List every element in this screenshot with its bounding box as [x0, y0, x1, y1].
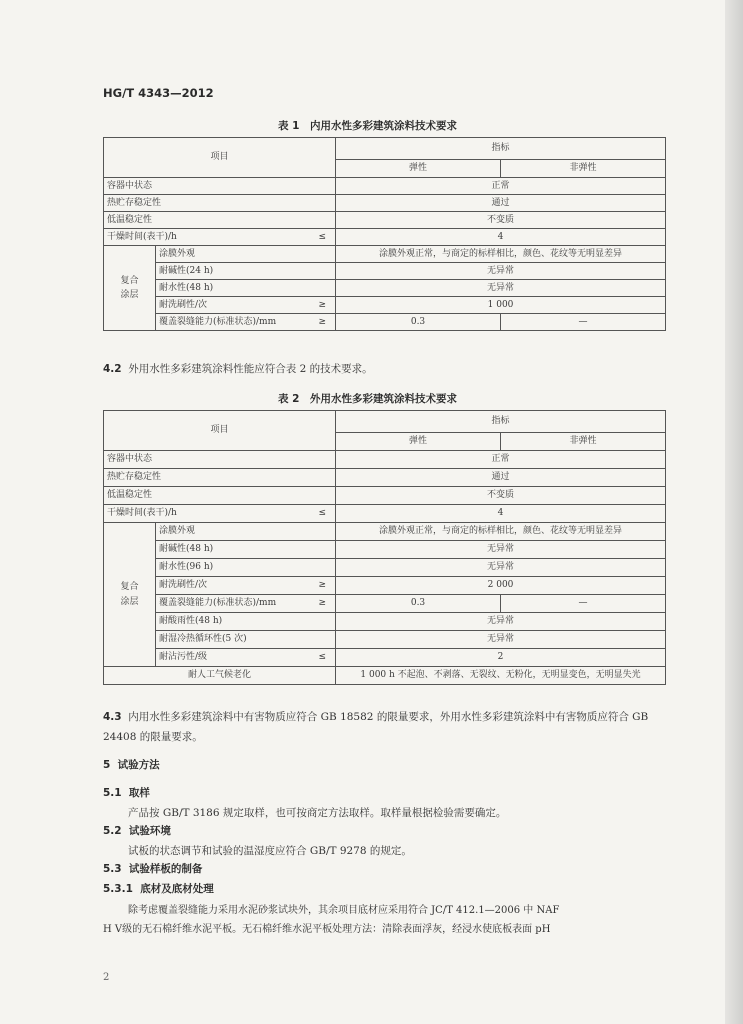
table2-row-value: 通过	[336, 469, 666, 487]
page-edge-shadow	[725, 0, 743, 1024]
section-number: 4.3	[103, 711, 122, 723]
table2-group-row-value: 2 000	[336, 577, 666, 595]
section-5-3-1-heading: 5.3.1 底材及底材处理	[103, 883, 214, 895]
table1-group-row-label-cell	[156, 297, 336, 314]
section-4-2	[103, 359, 668, 379]
section-number: 4.2	[103, 363, 122, 375]
table2-group-row-label-cell	[156, 649, 336, 667]
table2-row-value: 正常	[336, 451, 666, 469]
operator-symbol: ≤	[318, 231, 327, 242]
table1-group-row-label: 耐碱性(24 h)	[156, 263, 336, 280]
section-4-3	[103, 707, 668, 747]
section-5-1-heading: 5.1 取样	[103, 787, 150, 799]
table2-group-row-label: 涂膜外观	[156, 523, 336, 541]
table2-row-label: 热贮存稳定性	[104, 469, 336, 487]
table2-group-row-value: 涂膜外观正常，与商定的标样相比，颜色、花纹等无明显差异	[336, 523, 666, 541]
table2-last-row-value: 1 000 h 不起泡、不剥落、无裂纹、无粉化，无明显变色，无明显失光	[336, 667, 666, 685]
table1-row-label-cell	[104, 229, 336, 246]
table2-row-label: 容器中状态	[104, 451, 336, 469]
table2-row-label-cell	[104, 505, 336, 523]
table2	[103, 410, 666, 685]
table2-group-row-label: 耐酸雨性(48 h)	[156, 613, 336, 631]
table2-group-row-value: 2	[336, 649, 666, 667]
table1-group-row-label: 覆盖裂缝能力(标准状态)/mm	[159, 316, 277, 327]
section-text: 内用水性多彩建筑涂料中有害物质应符合 GB 18582 的限量要求，外用水性多彩建筑涂料中有害物质应符合 GB 24408 的限量要求。	[103, 711, 649, 743]
table1-group-row-value: 1 000	[336, 297, 666, 314]
table2-group-row-value: 无异常	[336, 559, 666, 577]
table2-group-row-label-cell	[156, 595, 336, 613]
table2-head-nonelastic: 非弹性	[501, 433, 666, 451]
table2-group-row-value: 无异常	[336, 541, 666, 559]
table1-group-row-label: 耐洗刷性/次	[159, 299, 208, 310]
table1-group-row-value: 涂膜外观正常，与商定的标样相比，颜色、花纹等无明显差异	[336, 246, 666, 263]
table2-group-row-label: 耐湿冷热循环性(5 次)	[156, 631, 336, 649]
table1-group-row-nonelastic: —	[501, 314, 666, 331]
table1-head-item: 项目	[104, 138, 336, 178]
table1-row-value: 不变质	[336, 212, 666, 229]
table2-row-label: 干燥时间(表干)/h	[107, 508, 177, 518]
table1-row-label: 低温稳定性	[104, 212, 336, 229]
table1-row-value: 正常	[336, 178, 666, 195]
section-5-1-body: 产品按 GB/T 3186 规定取样，也可按商定方法取样。取样量根据检验需要确定。	[128, 807, 507, 819]
operator-symbol: ≥	[318, 580, 327, 590]
section-text: 外用水性多彩建筑涂料性能应符合表 2 的技术要求。	[128, 363, 373, 375]
table1-group-row-label: 耐水性(48 h)	[156, 280, 336, 297]
section-5-heading: 5 试验方法	[103, 759, 160, 771]
table2-group-row-label: 覆盖裂缝能力(标准状态)/mm	[159, 598, 277, 608]
page-number: 2	[103, 972, 110, 983]
table2-row-label: 低温稳定性	[104, 487, 336, 505]
section-5-2-body: 试板的状态调节和试验的温湿度应符合 GB/T 9278 的规定。	[128, 845, 412, 857]
table2-group-row-value: 无异常	[336, 613, 666, 631]
table2-group-row-label-cell	[156, 577, 336, 595]
table2-group-row-elastic: 0.3	[336, 595, 501, 613]
operator-symbol: ≤	[318, 652, 327, 662]
operator-symbol: ≥	[318, 299, 327, 310]
table2-row-value: 4	[336, 505, 666, 523]
table1-head-nonelastic: 非弹性	[501, 160, 666, 178]
operator-symbol: ≥	[318, 316, 327, 327]
table1-head-elastic: 弹性	[336, 160, 501, 178]
table1-row-label: 热贮存稳定性	[104, 195, 336, 212]
standard-code: HG/T 4343—2012	[103, 86, 214, 100]
table2-group-row-label: 耐水性(96 h)	[156, 559, 336, 577]
table2-group-row-label: 耐洗刷性/次	[159, 580, 208, 590]
table2-group-row-label: 耐碱性(48 h)	[156, 541, 336, 559]
table1-group-row-value: 无异常	[336, 280, 666, 297]
operator-symbol: ≥	[318, 598, 327, 608]
table1-caption: 表 1 内用水性多彩建筑涂料技术要求	[278, 120, 457, 132]
table2-group-row-value: 无异常	[336, 631, 666, 649]
operator-symbol: ≤	[318, 508, 327, 518]
section-5-3-1-line1: 除考虑覆盖裂缝能力采用水泥砂浆试块外，其余项目底材应采用符合 JC/T 412.1—2006 中 NAF	[128, 905, 560, 916]
table2-group-label: 复合涂层	[104, 523, 156, 667]
section-5-3-1-line2: H Ⅴ级的无石棉纤维水泥平板。无石棉纤维水泥平板处理方法：清除表面浮灰，经浸水使底板表面 pH	[103, 924, 551, 935]
table2-group-row-nonelastic: —	[501, 595, 666, 613]
section-5-3-heading: 5.3 试验样板的制备	[103, 863, 203, 875]
table2-row-value: 不变质	[336, 487, 666, 505]
table1-group-row-elastic: 0.3	[336, 314, 501, 331]
table1	[103, 137, 666, 331]
section-5-2-heading: 5.2 试验环境	[103, 825, 171, 837]
table1-head-index: 指标	[336, 138, 666, 160]
table1-group-row-label-cell	[156, 314, 336, 331]
table2-group-row-label: 耐沾污性/级	[159, 652, 208, 662]
table2-head-elastic: 弹性	[336, 433, 501, 451]
table1-row-label: 容器中状态	[104, 178, 336, 195]
table2-head-index: 指标	[336, 411, 666, 433]
table1-group-row-value: 无异常	[336, 263, 666, 280]
table1-row-value: 4	[336, 229, 666, 246]
table1-group-label: 复合涂层	[104, 246, 156, 331]
table1-group-row-label: 涂膜外观	[156, 246, 336, 263]
table2-caption: 表 2 外用水性多彩建筑涂料技术要求	[278, 393, 457, 405]
table2-head-item: 项目	[104, 411, 336, 451]
table1-row-label: 干燥时间(表干)/h	[107, 231, 177, 242]
table1-row-value: 通过	[336, 195, 666, 212]
table2-last-row-label: 耐人工气候老化	[104, 667, 336, 685]
